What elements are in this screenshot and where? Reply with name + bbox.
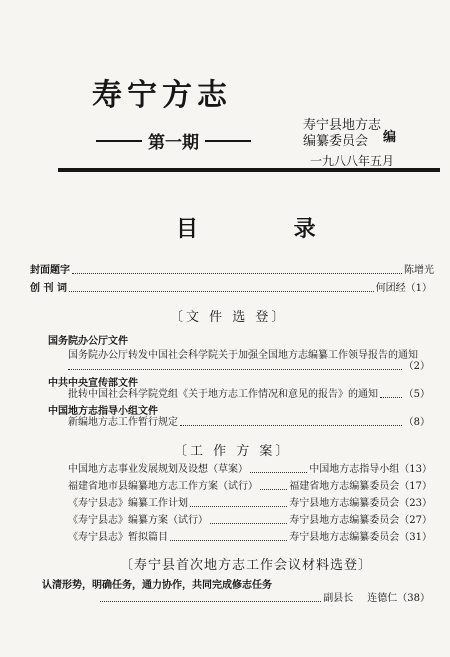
toc-entry-page: （17） bbox=[399, 481, 432, 492]
publisher-line-1: 寿宁县地方志 bbox=[303, 118, 382, 133]
toc-entry-author: 陈增光 bbox=[404, 265, 434, 276]
toc-entry-leader-row bbox=[68, 360, 430, 373]
toc-entry-org: 寿宁县地方志编纂委员会 bbox=[289, 532, 400, 543]
toc-entry-page: （27） bbox=[399, 515, 432, 526]
toc-entry-org: 福建省地方志编纂委员会 bbox=[289, 481, 400, 492]
toc-entry bbox=[68, 416, 430, 429]
section-heading-work-plans: 〔工 作 方 案〕 bbox=[174, 444, 292, 459]
right-dash bbox=[205, 140, 251, 142]
toc-entry-page: （23） bbox=[399, 498, 432, 509]
header-divider bbox=[58, 168, 440, 172]
dot-leader bbox=[72, 273, 402, 274]
dot-leader bbox=[100, 601, 321, 602]
toc-entry-foreword bbox=[30, 282, 432, 295]
toc-entry-title: 《寿宁县志》编纂方案（试行） bbox=[68, 515, 208, 526]
section-heading-documents: 〔文 件 选 登〕 bbox=[170, 310, 288, 325]
dot-leader bbox=[68, 369, 402, 370]
toc-entry-title: 国务院办公厅转发中国社会科学院关于加强全国地方志编纂工作领导报告的通知 bbox=[68, 350, 418, 361]
toc-entry-page: （2） bbox=[403, 361, 430, 372]
section-heading-conference: 〔寿宁县首次地方志工作会议材料选登〕 bbox=[120, 558, 373, 573]
toc-entry bbox=[68, 388, 430, 401]
group-name: 中共中央宣传部文件 bbox=[48, 378, 138, 389]
toc-entry-title: 《寿宁县志》编纂工作计划 bbox=[68, 498, 188, 509]
toc-entry-page: （38） bbox=[397, 593, 430, 604]
toc-entry bbox=[68, 531, 432, 544]
toc-entry-title: 中国地方志事业发展规划及设想（草案） bbox=[68, 464, 248, 475]
toc-entry-title: 新编地方志工作暂行规定 bbox=[68, 417, 178, 428]
toc-entry bbox=[68, 480, 432, 493]
toc-entry-role: 副县长 bbox=[323, 593, 354, 604]
dot-leader bbox=[210, 523, 287, 524]
toc-entry-page: （8） bbox=[403, 417, 430, 428]
dot-leader bbox=[380, 397, 402, 398]
issue-number: 第一期 bbox=[148, 133, 199, 153]
publisher-line-2: 编纂委员会 bbox=[303, 134, 369, 149]
toc-entry-page: （1） bbox=[405, 283, 432, 294]
toc-entry-org: 中国地方志指导小组 bbox=[309, 464, 400, 475]
toc-entry-title: 批转中国社会科学院党组《关于地方志工作情况和意见的报告》的通知 bbox=[68, 389, 378, 400]
toc-entry-page: （13） bbox=[399, 464, 432, 475]
dot-leader bbox=[260, 489, 287, 490]
dot-leader bbox=[250, 472, 307, 473]
toc-entry-title: 认清形势，明确任务，通力协作，共同完成修志任务 bbox=[42, 580, 272, 591]
issue-line bbox=[96, 128, 251, 153]
toc-entry-label: 创 刊 词 bbox=[30, 283, 67, 294]
toc-heading: 目 录 bbox=[176, 216, 360, 242]
toc-entry bbox=[68, 514, 432, 527]
toc-entry-cover bbox=[30, 264, 434, 277]
toc-entry-author: 连德仁 bbox=[367, 593, 398, 604]
publisher-bian: 编 bbox=[383, 130, 397, 145]
publication-title: 寿宁方志 bbox=[92, 78, 232, 113]
toc-entry bbox=[68, 497, 432, 510]
toc-entry-org: 寿宁县地方志编纂委员会 bbox=[289, 498, 400, 509]
toc-entry-page: （5） bbox=[403, 389, 430, 400]
dot-leader bbox=[180, 425, 402, 426]
group-name: 国务院办公厅文件 bbox=[48, 336, 128, 347]
left-dash bbox=[96, 140, 142, 142]
toc-entry-page: （31） bbox=[399, 532, 432, 543]
group-name: 中国地方志指导小组文件 bbox=[48, 406, 158, 417]
dot-leader bbox=[170, 540, 287, 541]
dot-leader bbox=[69, 291, 374, 292]
toc-entry-title: 《寿宁县志》暂拟篇目 bbox=[68, 532, 168, 543]
toc-entry-title: 福建省地市县编纂地方志工作方案（试行） bbox=[68, 481, 258, 492]
toc-entry-label: 封面题字 bbox=[30, 265, 70, 276]
dot-leader bbox=[190, 506, 287, 507]
toc-entry-leader-row bbox=[100, 592, 430, 605]
toc-entry bbox=[68, 463, 432, 476]
toc-entry-author: 何团经 bbox=[375, 283, 406, 294]
publication-date: 一九八八年五月 bbox=[310, 154, 395, 168]
toc-entry-org: 寿宁县地方志编纂委员会 bbox=[289, 515, 400, 526]
